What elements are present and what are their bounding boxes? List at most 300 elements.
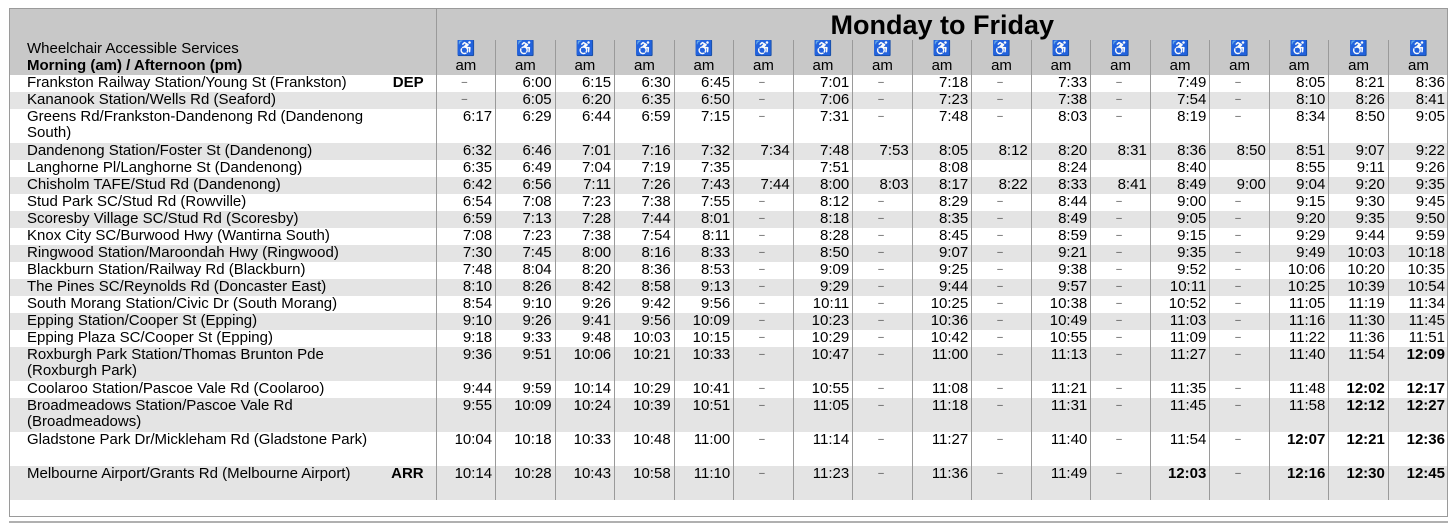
time-cell: 11:36 (912, 466, 972, 500)
stop-name: Kananook Station/Wells Rd (Seaford) (27, 92, 277, 108)
time-cell: – (853, 347, 913, 381)
time-cell: 10:48 (615, 432, 675, 466)
time-cell: – (1091, 330, 1151, 347)
time-cell: 7:32 (674, 143, 734, 160)
period-mark: am (734, 58, 794, 75)
time-cell: 6:42 (436, 177, 496, 194)
table-row (9, 75, 1448, 92)
time-cell: 10:58 (615, 466, 675, 500)
stop-name-cell (9, 313, 436, 330)
time-cell: – (853, 228, 913, 245)
time-cell: 6:45 (674, 75, 734, 92)
period-mark: am (972, 58, 1032, 75)
time-cell: 8:50 (1329, 109, 1389, 143)
time-cell: 11:23 (793, 466, 853, 500)
time-cell: 10:24 (555, 398, 615, 432)
time-cell: 7:34 (734, 143, 794, 160)
time-cell: 10:41 (674, 381, 734, 398)
time-cell: 6:59 (436, 211, 496, 228)
stop-name: Coolaroo Station/Pascoe Vale Rd (Coolaroo) (27, 381, 325, 397)
time-cell: – (972, 296, 1032, 313)
time-cell: – (734, 432, 794, 466)
time-cell: – (853, 313, 913, 330)
time-cell: – (1091, 398, 1151, 432)
time-cell: 8:10 (1269, 92, 1329, 109)
table-row (9, 177, 1448, 194)
time-cell: 9:26 (555, 296, 615, 313)
time-cell: 8:59 (1031, 228, 1091, 245)
time-cell: 6:29 (496, 109, 556, 143)
time-cell: – (1091, 313, 1151, 330)
time-cell: 6:56 (496, 177, 556, 194)
time-cell: 10:23 (793, 313, 853, 330)
time-cell: – (972, 347, 1032, 381)
time-cell: 10:06 (555, 347, 615, 381)
time-cell: 6:50 (674, 92, 734, 109)
period-mark: am (793, 58, 853, 75)
time-cell: 8:42 (555, 279, 615, 296)
stop-name: Langhorne Pl/Langhorne St (Dandenong) (27, 160, 303, 176)
time-cell: 12:27 (1388, 398, 1448, 432)
stop-name-cell (9, 109, 436, 143)
time-cell: 6:30 (615, 75, 675, 92)
time-cell: 12:21 (1329, 432, 1389, 466)
time-cell: 7:48 (912, 109, 972, 143)
time-cell: 11:49 (1031, 466, 1091, 500)
time-cell (1210, 160, 1270, 177)
table-row (9, 211, 1448, 228)
time-cell: 11:34 (1388, 296, 1448, 313)
time-cell: 9:56 (615, 313, 675, 330)
time-cell: 9:44 (912, 279, 972, 296)
time-cell: 8:26 (496, 279, 556, 296)
time-cell: 10:18 (496, 432, 556, 466)
time-cell: – (972, 279, 1032, 296)
time-cell: 7:48 (436, 262, 496, 279)
time-cell: 9:07 (912, 245, 972, 262)
time-cell: 10:51 (674, 398, 734, 432)
time-cell: 7:23 (555, 194, 615, 211)
stop-name-cell (9, 262, 436, 279)
time-cell: – (972, 313, 1032, 330)
time-cell: 8:18 (793, 211, 853, 228)
time-cell: 8:17 (912, 177, 972, 194)
time-cell: – (853, 262, 913, 279)
time-cell: – (734, 347, 794, 381)
time-cell: 8:29 (912, 194, 972, 211)
time-cell: 8:33 (674, 245, 734, 262)
stop-name: Broadmeadows Station/Pascoe Vale Rd (Broadmeadows) (27, 398, 293, 430)
time-cell: – (853, 245, 913, 262)
table-row (9, 313, 1448, 330)
time-cell: 9:25 (912, 262, 972, 279)
time-cell: 8:49 (1031, 211, 1091, 228)
time-cell: 10:04 (436, 432, 496, 466)
period-mark: am (1388, 58, 1448, 75)
time-cell: – (1091, 75, 1151, 92)
stop-direction-tag: ARR (391, 466, 424, 482)
time-cell: 9:44 (1329, 228, 1389, 245)
time-cell: 8:40 (1150, 160, 1210, 177)
time-cell: 7:01 (793, 75, 853, 92)
wheelchair-icon: ♿ (1150, 40, 1210, 58)
time-cell: 12:45 (1388, 466, 1448, 500)
time-cell: – (734, 262, 794, 279)
time-cell: 7:28 (555, 211, 615, 228)
time-cell: – (1210, 279, 1270, 296)
time-cell: 8:03 (853, 177, 913, 194)
time-cell: – (734, 398, 794, 432)
wheelchair-icon: ♿ (1388, 40, 1448, 58)
time-cell: 9:21 (1031, 245, 1091, 262)
time-cell: 9:56 (674, 296, 734, 313)
table-row (9, 245, 1448, 262)
time-cell: 6:00 (496, 75, 556, 92)
stop-name-cell (9, 160, 436, 177)
time-cell: 12:16 (1269, 466, 1329, 500)
bottom-divider (9, 521, 1448, 523)
time-cell: – (1091, 262, 1151, 279)
time-cell: 10:11 (1150, 279, 1210, 296)
time-cell: 9:15 (1150, 228, 1210, 245)
time-cell: – (853, 330, 913, 347)
time-cell: 8:34 (1269, 109, 1329, 143)
stop-name: Scoresby Village SC/Stud Rd (Scoresby) (27, 211, 299, 227)
time-cell: 9:26 (1388, 160, 1448, 177)
time-cell: 9:49 (1269, 245, 1329, 262)
time-cell: – (1210, 296, 1270, 313)
time-cell: – (853, 296, 913, 313)
stop-name-cell (9, 398, 436, 432)
table-row (9, 347, 1448, 381)
time-cell: 11:18 (912, 398, 972, 432)
time-cell: – (1210, 347, 1270, 381)
time-cell: – (1091, 296, 1151, 313)
time-cell: – (972, 262, 1032, 279)
time-cell: 11:48 (1269, 381, 1329, 398)
time-cell: 6:59 (615, 109, 675, 143)
time-cell: 11:54 (1150, 432, 1210, 466)
time-cell: 8:36 (1388, 75, 1448, 92)
time-cell: 11:40 (1031, 432, 1091, 466)
stop-name: Epping Plaza SC/Cooper St (Epping) (27, 330, 273, 346)
wheelchair-icon: ♿ (734, 40, 794, 58)
time-cell: – (853, 432, 913, 466)
time-cell: 8:51 (1269, 143, 1329, 160)
time-cell: 6:44 (555, 109, 615, 143)
time-cell: 9:26 (496, 313, 556, 330)
time-cell: 6:46 (496, 143, 556, 160)
time-cell: 9:15 (1269, 194, 1329, 211)
time-cell: – (1210, 75, 1270, 92)
time-cell: 7:53 (853, 143, 913, 160)
time-cell: 9:22 (1388, 143, 1448, 160)
title-blank-cell (9, 8, 436, 40)
time-cell: 9:30 (1329, 194, 1389, 211)
time-cell: 12:03 (1150, 466, 1210, 500)
time-cell: 7:13 (496, 211, 556, 228)
time-cell: 8:45 (912, 228, 972, 245)
time-cell: 10:39 (1329, 279, 1389, 296)
time-cell: – (1210, 245, 1270, 262)
stop-name: Chisholm TAFE/Stud Rd (Dandenong) (27, 177, 281, 193)
time-cell: – (853, 109, 913, 143)
time-cell: 8:35 (912, 211, 972, 228)
period-mark: am (1091, 58, 1151, 75)
time-cell: 7:04 (555, 160, 615, 177)
stop-name-cell (9, 92, 436, 109)
wheelchair-icon: ♿ (674, 40, 734, 58)
time-cell: – (734, 466, 794, 500)
time-cell: 9:29 (1269, 228, 1329, 245)
time-cell: 12:36 (1388, 432, 1448, 466)
time-cell: 7:11 (555, 177, 615, 194)
time-cell: 9:00 (1150, 194, 1210, 211)
time-cell: 7:15 (674, 109, 734, 143)
time-cell: 12:02 (1329, 381, 1389, 398)
time-cell: 9:55 (436, 398, 496, 432)
time-cell: – (853, 92, 913, 109)
time-cell (1091, 160, 1151, 177)
time-cell: 11:54 (1329, 347, 1389, 381)
time-cell: 10:09 (674, 313, 734, 330)
time-cell: 7:45 (496, 245, 556, 262)
stop-name: Roxburgh Park Station/Thomas Brunton Pde (Roxburgh Park) (27, 347, 324, 379)
stop-name: Epping Station/Cooper St (Epping) (27, 313, 258, 329)
time-cell: 10:09 (496, 398, 556, 432)
time-cell: 10:36 (912, 313, 972, 330)
time-cell: 10:39 (615, 398, 675, 432)
time-cell: 7:19 (615, 160, 675, 177)
time-cell: 11:45 (1388, 313, 1448, 330)
time-cell: 6:20 (555, 92, 615, 109)
time-cell: 6:05 (496, 92, 556, 109)
time-cell: 11:00 (912, 347, 972, 381)
period-mark: am (1210, 58, 1270, 75)
stop-name-cell (9, 194, 436, 211)
time-cell: – (734, 381, 794, 398)
time-cell: – (972, 466, 1032, 500)
stop-name-cell (9, 245, 436, 262)
accessible-services-label: Wheelchair Accessible Services (9, 40, 436, 58)
time-cell: 10:35 (1388, 262, 1448, 279)
time-cell: 8:00 (793, 177, 853, 194)
time-cell: 8:41 (1388, 92, 1448, 109)
time-cell: 11:21 (1031, 381, 1091, 398)
time-cell: 9:05 (1150, 211, 1210, 228)
time-cell: 10:47 (793, 347, 853, 381)
stop-name: South Morang Station/Civic Dr (South Morang) (27, 296, 338, 312)
table-row (9, 92, 1448, 109)
wheelchair-icon: ♿ (615, 40, 675, 58)
time-cell: 10:29 (793, 330, 853, 347)
time-cell: – (734, 245, 794, 262)
time-cell: 7:44 (615, 211, 675, 228)
time-cell: – (1210, 194, 1270, 211)
time-cell: 7:43 (674, 177, 734, 194)
time-cell: 8:11 (674, 228, 734, 245)
time-cell: 9:44 (436, 381, 496, 398)
stop-name: Dandenong Station/Foster St (Dandenong) (27, 143, 313, 159)
time-cell: 6:17 (436, 109, 496, 143)
time-cell: 7:06 (793, 92, 853, 109)
time-cell: 10:14 (555, 381, 615, 398)
stop-name-cell (9, 432, 436, 466)
time-cell: 8:36 (615, 262, 675, 279)
wheelchair-icon: ♿ (1091, 40, 1151, 58)
time-cell: 8:22 (972, 177, 1032, 194)
time-cell: – (1210, 330, 1270, 347)
stop-name-cell (9, 228, 436, 245)
time-cell: 7:01 (555, 143, 615, 160)
time-cell: 8:12 (972, 143, 1032, 160)
time-cell: 9:42 (615, 296, 675, 313)
time-cell: 10:15 (674, 330, 734, 347)
time-cell: – (1091, 194, 1151, 211)
timetable-title: Monday to Friday (436, 8, 1448, 40)
time-cell: 10:11 (793, 296, 853, 313)
time-cell: – (734, 109, 794, 143)
time-cell: 9:29 (793, 279, 853, 296)
time-cell: – (1091, 228, 1151, 245)
wheelchair-icon: ♿ (1210, 40, 1270, 58)
time-cell: – (734, 228, 794, 245)
time-cell: 9:57 (1031, 279, 1091, 296)
time-cell: – (853, 279, 913, 296)
time-cell: 8:16 (615, 245, 675, 262)
accessibility-header-row (9, 40, 1448, 58)
time-cell: 6:35 (615, 92, 675, 109)
wheelchair-icon: ♿ (912, 40, 972, 58)
period-mark: am (555, 58, 615, 75)
time-cell: – (436, 75, 496, 92)
time-cell: 12:12 (1329, 398, 1389, 432)
time-cell: 9:59 (496, 381, 556, 398)
time-cell: 10:14 (436, 466, 496, 500)
time-cell: 9:52 (1150, 262, 1210, 279)
table-row (9, 194, 1448, 211)
time-cell: – (734, 211, 794, 228)
time-cell: 8:03 (1031, 109, 1091, 143)
time-cell: 9:41 (555, 313, 615, 330)
wheelchair-icon: ♿ (853, 40, 913, 58)
time-cell: 10:29 (615, 381, 675, 398)
time-cell: – (972, 75, 1032, 92)
time-cell: – (1210, 109, 1270, 143)
time-cell: 7:38 (615, 194, 675, 211)
time-cell: 9:35 (1150, 245, 1210, 262)
time-cell: 9:11 (1329, 160, 1389, 177)
time-cell: 11:05 (1269, 296, 1329, 313)
time-cell: – (853, 398, 913, 432)
time-cell: 10:25 (912, 296, 972, 313)
table-row (9, 398, 1448, 432)
period-header-row (9, 58, 1448, 75)
time-cell: – (734, 194, 794, 211)
time-cell: 11:27 (912, 432, 972, 466)
time-cell: 8:10 (436, 279, 496, 296)
wheelchair-icon: ♿ (1269, 40, 1329, 58)
time-cell: 9:18 (436, 330, 496, 347)
time-cell: 7:18 (912, 75, 972, 92)
title-row (9, 8, 1448, 40)
time-cell: – (972, 109, 1032, 143)
time-cell: 9:20 (1329, 177, 1389, 194)
period-mark: am (853, 58, 913, 75)
time-cell (972, 160, 1032, 177)
time-cell: 11:45 (1150, 398, 1210, 432)
table-row (9, 432, 1448, 466)
stop-name-cell (9, 211, 436, 228)
time-cell: – (972, 398, 1032, 432)
time-cell: – (1091, 381, 1151, 398)
time-cell: 12:09 (1388, 347, 1448, 381)
stop-name-cell (9, 296, 436, 313)
time-cell: 8:53 (674, 262, 734, 279)
timetable-table (9, 8, 1448, 500)
time-cell: 7:55 (674, 194, 734, 211)
wheelchair-icon: ♿ (1031, 40, 1091, 58)
time-cell: 10:20 (1329, 262, 1389, 279)
period-mark: am (1031, 58, 1091, 75)
time-cell: – (1210, 381, 1270, 398)
time-cell: 11:22 (1269, 330, 1329, 347)
time-cell: 8:05 (1269, 75, 1329, 92)
time-cell: 7:51 (793, 160, 853, 177)
time-cell: 10:54 (1388, 279, 1448, 296)
time-cell: 6:49 (496, 160, 556, 177)
time-cell: 10:25 (1269, 279, 1329, 296)
time-cell: – (1091, 109, 1151, 143)
time-cell: 12:17 (1388, 381, 1448, 398)
stop-name: Stud Park SC/Stud Rd (Rowville) (27, 194, 247, 210)
time-cell: 8:55 (1269, 160, 1329, 177)
time-cell: – (1210, 262, 1270, 279)
period-mark: am (674, 58, 734, 75)
time-cell: – (1091, 347, 1151, 381)
stop-name: Gladstone Park Dr/Mickleham Rd (Gladstone Park) (27, 432, 368, 448)
time-cell: 9:07 (1329, 143, 1389, 160)
time-cell: 10:28 (496, 466, 556, 500)
time-cell: 8:20 (1031, 143, 1091, 160)
time-cell: 6:32 (436, 143, 496, 160)
time-cell: 11:13 (1031, 347, 1091, 381)
time-cell: 9:35 (1329, 211, 1389, 228)
stop-name: Frankston Railway Station/Young St (Frankston) (27, 75, 347, 91)
stop-name: Ringwood Station/Maroondah Hwy (Ringwood) (27, 245, 339, 261)
stop-name: Melbourne Airport/Grants Rd (Melbourne Airport) (27, 466, 351, 482)
time-cell: 10:18 (1388, 245, 1448, 262)
time-cell: – (1091, 279, 1151, 296)
time-cell: 10:33 (674, 347, 734, 381)
time-cell: 8:01 (674, 211, 734, 228)
time-cell: 10:42 (912, 330, 972, 347)
time-cell: – (972, 194, 1032, 211)
time-cell: 7:23 (912, 92, 972, 109)
time-cell: 8:54 (436, 296, 496, 313)
time-cell: – (1091, 92, 1151, 109)
table-row (9, 109, 1448, 143)
time-cell: 10:55 (1031, 330, 1091, 347)
time-cell: – (972, 211, 1032, 228)
time-cell: 9:50 (1388, 211, 1448, 228)
period-mark: am (1150, 58, 1210, 75)
time-cell: 8:19 (1150, 109, 1210, 143)
period-mark: am (1329, 58, 1389, 75)
table-row (9, 381, 1448, 398)
stop-name: The Pines SC/Reynolds Rd (Doncaster East) (27, 279, 327, 295)
time-cell: – (734, 330, 794, 347)
